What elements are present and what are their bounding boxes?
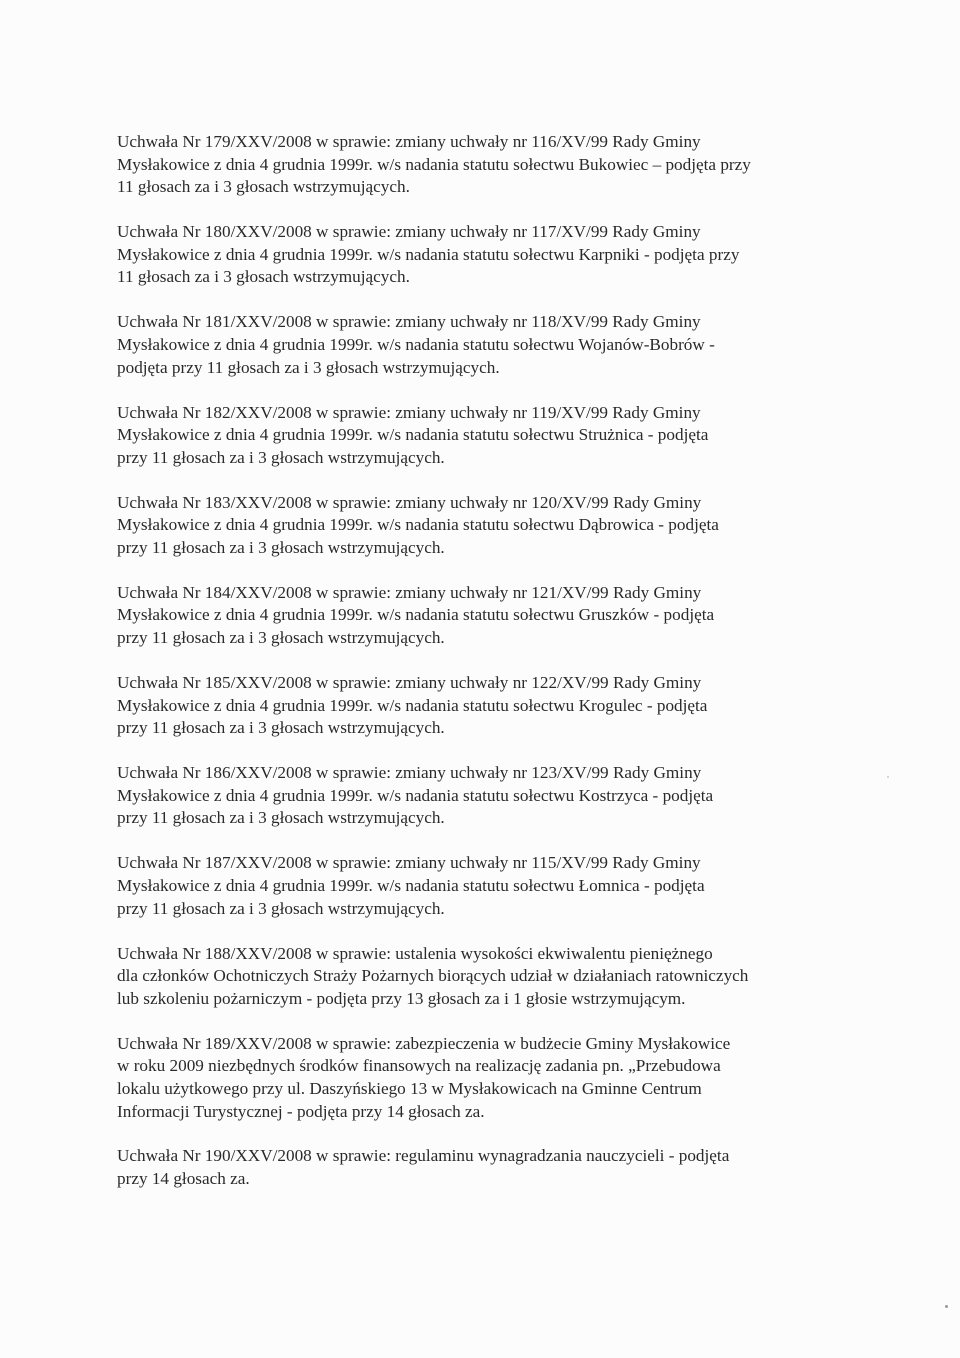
text-line: w roku 2009 niezbędnych środków finansowych na realizację zadania pn. „Przebudowa [117, 1056, 721, 1076]
text-line: Uchwała Nr 185/XXV/2008 w sprawie: zmiany uchwały nr 122/XV/99 Rady Gminy [117, 673, 702, 693]
text-line: przy 11 głosach za i 3 głosach wstrzymujących. [117, 898, 445, 918]
resolution-186-paragraph [117, 762, 837, 830]
text-line: Uchwała Nr 186/XXV/2008 w sprawie: zmiany uchwały nr 123/XV/99 Rady Gminy [117, 763, 702, 783]
text-line: Mysłakowice z dnia 4 grudnia 1999r. w/s nadania statutu sołectwu Karpniki - podjęta przy [117, 244, 740, 264]
text-line: 11 głosach za i 3 głosach wstrzymujących. [117, 177, 410, 197]
text-line: Mysłakowice z dnia 4 grudnia 1999r. w/s nadania statutu sołectwu Dąbrowica - podjęta [117, 515, 719, 535]
text-line: Mysłakowice z dnia 4 grudnia 1999r. w/s nadania statutu sołectwu Bukowiec – podjęta przy [117, 154, 751, 174]
text-line: Uchwała Nr 184/XXV/2008 w sprawie: zmiany uchwały nr 121/XV/99 Rady Gminy [117, 582, 702, 602]
resolution-184-paragraph [117, 582, 837, 650]
text-line: Uchwała Nr 187/XXV/2008 w sprawie: zmiany uchwały nr 115/XV/99 Rady Gminy [117, 853, 701, 873]
text-line: przy 11 głosach za i 3 głosach wstrzymujących. [117, 628, 445, 648]
resolution-187-paragraph [117, 852, 837, 920]
text-line: Uchwała Nr 180/XXV/2008 w sprawie: zmiany uchwały nr 117/XV/99 Rady Gminy [117, 222, 701, 242]
text-line: Uchwała Nr 182/XXV/2008 w sprawie: zmiany uchwały nr 119/XV/99 Rady Gminy [117, 402, 701, 422]
text-line: Mysłakowice z dnia 4 grudnia 1999r. w/s nadania statutu sołectwu Gruszków - podjęta [117, 605, 715, 625]
text-line: Informacji Turystycznej - podjęta przy 14 głosach za. [117, 1101, 485, 1121]
resolution-182-paragraph [117, 402, 837, 470]
text-line: Mysłakowice z dnia 4 grudnia 1999r. w/s nadania statutu sołectwu Strużnica - podjęta [117, 425, 709, 445]
resolution-181-paragraph [117, 311, 837, 379]
text-line: Uchwała Nr 179/XXV/2008 w sprawie: zmiany uchwały nr 116/XV/99 Rady Gminy [117, 132, 701, 151]
text-line: Mysłakowice z dnia 4 grudnia 1999r. w/s nadania statutu sołectwu Krogulec - podjęta [117, 695, 708, 715]
text-line: Uchwała Nr 189/XXV/2008 w sprawie: zabezpieczenia w budżecie Gminy Mysłakowice [117, 1033, 731, 1053]
text-line: przy 11 głosach za i 3 głosach wstrzymujących. [117, 718, 445, 738]
text-line: Mysłakowice z dnia 4 grudnia 1999r. w/s nadania statutu sołectwu Wojanów-Bobrów - [117, 334, 715, 354]
resolution-190-paragraph [117, 1145, 837, 1190]
resolution-185-paragraph [117, 672, 837, 740]
resolution-188-paragraph [117, 943, 837, 1011]
text-line: 11 głosach za i 3 głosach wstrzymujących. [117, 267, 410, 287]
text-line: Uchwała Nr 190/XXV/2008 w sprawie: regulaminu wynagradzania nauczycieli - podjęta [117, 1146, 730, 1166]
resolution-189-paragraph [117, 1033, 837, 1123]
text-line: lokalu użytkowego przy ul. Daszyńskiego 13 w Mysłakowicach na Gminne Centrum [117, 1078, 702, 1098]
text-line: Uchwała Nr 183/XXV/2008 w sprawie: zmiany uchwały nr 120/XV/99 Rady Gminy [117, 492, 702, 512]
resolution-179-paragraph [117, 131, 837, 199]
text-line: Mysłakowice z dnia 4 grudnia 1999r. w/s nadania statutu sołectwu Kostrzyca - podjęta [117, 785, 714, 805]
text-line: Uchwała Nr 181/XXV/2008 w sprawie: zmiany uchwały nr 118/XV/99 Rady Gminy [117, 312, 701, 332]
scan-speck [945, 1305, 948, 1308]
resolution-183-paragraph [117, 492, 837, 560]
text-line: przy 11 głosach za i 3 głosach wstrzymujących. [117, 537, 445, 557]
text-line: przy 14 głosach za. [117, 1169, 250, 1189]
text-line: przy 11 głosach za i 3 głosach wstrzymujących. [117, 447, 445, 467]
text-line: Uchwała Nr 188/XXV/2008 w sprawie: ustalenia wysokości ekwiwalentu pieniężnego [117, 943, 713, 963]
text-line: podjęta przy 11 głosach za i 3 głosach wstrzymujących. [117, 357, 500, 377]
scan-speck [887, 776, 889, 778]
text-line: dla członków Ochotniczych Straży Pożarnych biorących udział w działaniach ratowniczych [117, 966, 749, 986]
text-line: przy 11 głosach za i 3 głosach wstrzymujących. [117, 808, 445, 828]
resolution-180-paragraph [117, 221, 837, 289]
text-line: lub szkoleniu pożarniczym - podjęta przy 13 głosach za i 1 głosie wstrzymującym. [117, 988, 686, 1008]
document-body [117, 131, 837, 1213]
text-line: Mysłakowice z dnia 4 grudnia 1999r. w/s nadania statutu sołectwu Łomnica - podjęta [117, 875, 705, 895]
